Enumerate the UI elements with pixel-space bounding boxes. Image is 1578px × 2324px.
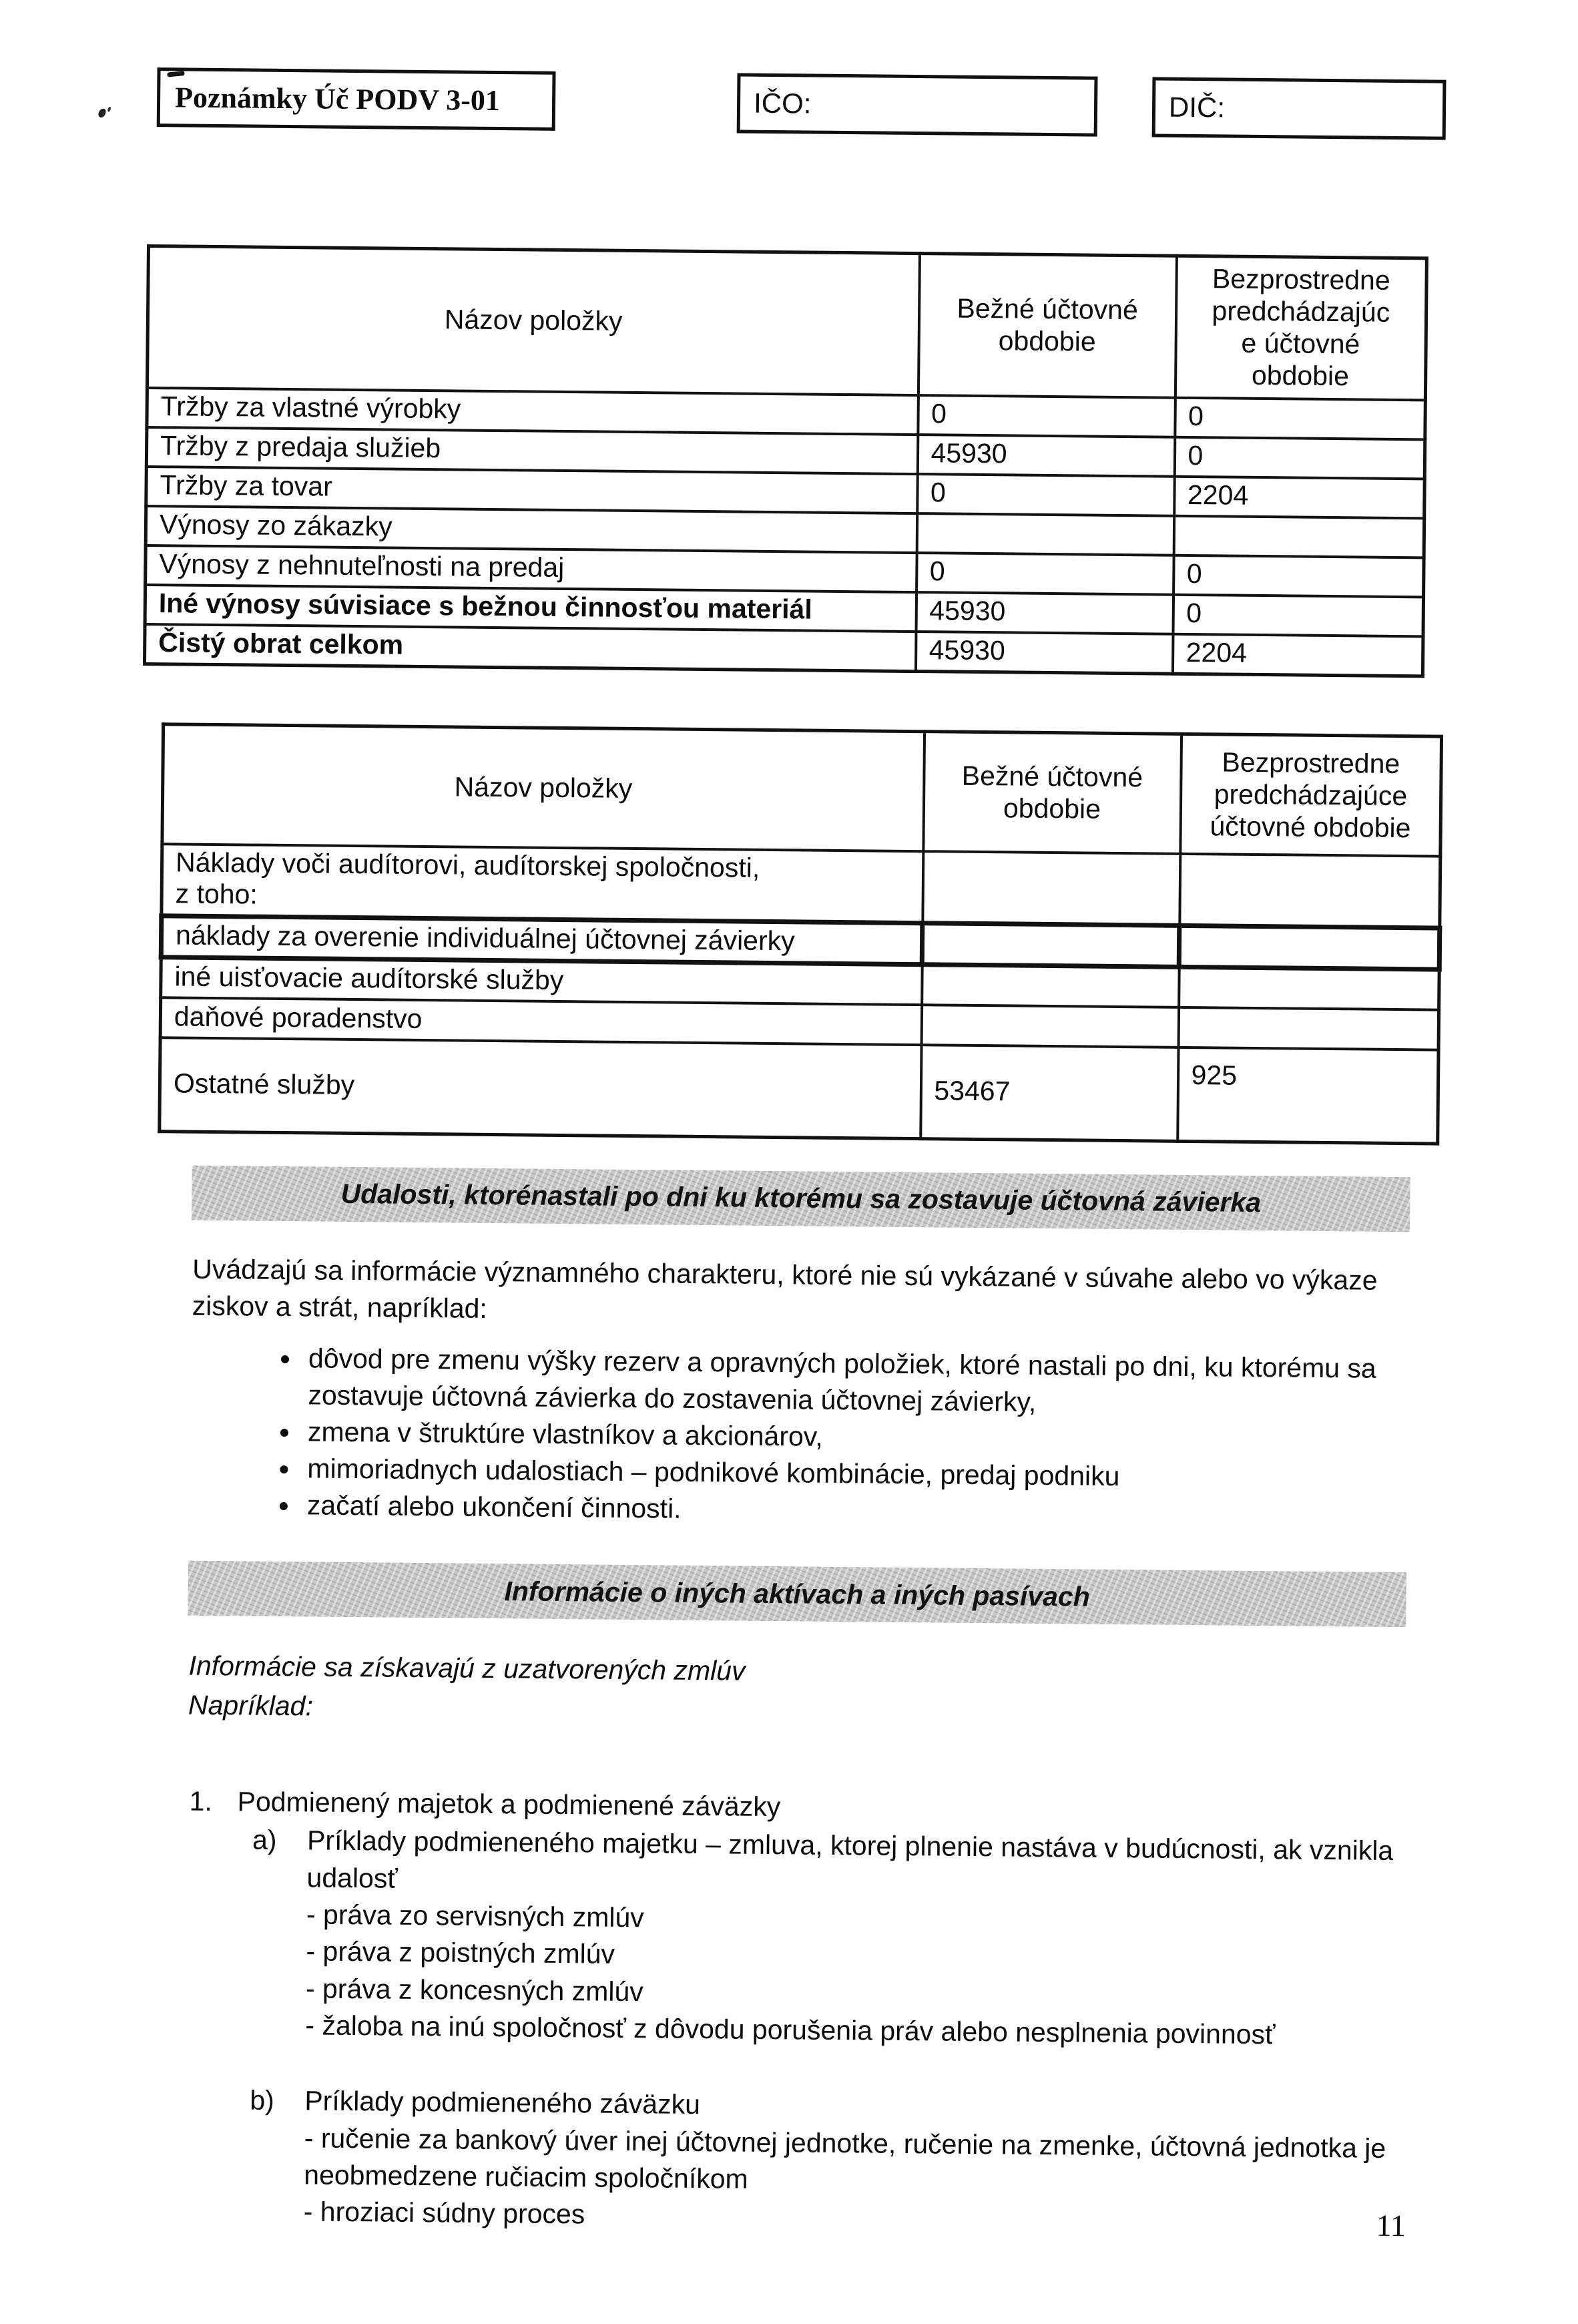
row-name: daňové poradenstvo (160, 998, 922, 1045)
sub-item-text: Príklady podmieneného záväzku (304, 2085, 701, 2120)
sub-item-a (187, 1821, 1561, 2056)
row-name: Náklady voči audítorovi, audítorskej spoločnosti, z toho: (162, 845, 923, 923)
column-header-current-period: Bežné účtovné obdobie (923, 732, 1181, 855)
item-title: Podmienený majetok a podmienené záväzky (237, 1786, 781, 1823)
row-name: Ostatné služby (160, 1038, 921, 1139)
row-current-value (916, 513, 1174, 555)
example-line: - žaloba na inú spoločnosť z dôvodu porušenia práv alebo nesplnenia povinnosť (305, 2010, 1276, 2050)
sub-item-label: b) (250, 2084, 275, 2116)
column-header-item: Názov položky (162, 724, 925, 852)
row-previous-value: 2204 (1172, 634, 1423, 676)
table-row (162, 845, 1440, 929)
other-assets-intro (188, 1646, 1563, 1737)
revenue-table (143, 244, 1428, 678)
row-current-value: 0 (917, 474, 1175, 516)
list-item: • začatí alebo ukončení činnosti. (300, 1487, 1428, 1534)
sub-item-b (185, 2082, 1559, 2243)
numbered-section (185, 1783, 1561, 2243)
row-name: Výnosy z nehnuteľnosti na predaj (146, 545, 917, 592)
dic-field-box (1152, 77, 1446, 140)
row-previous-value (1173, 516, 1424, 558)
row-previous-value: 0 (1175, 398, 1426, 440)
section-band-title: Informácie o iných aktívach a iných pasívach (504, 1576, 1091, 1612)
ico-field-box (737, 73, 1098, 136)
dic-label: DIČ: (1168, 91, 1226, 124)
row-current-value (923, 852, 1180, 926)
row-name: Čistý obrat celkom (144, 624, 916, 672)
column-header-item: Názov položky (147, 246, 919, 395)
page-number: 11 (1376, 2208, 1406, 2243)
row-name: iné uisťovacie audítorské služby (161, 957, 923, 1005)
row-previous-value: 0 (1174, 437, 1425, 479)
row-current-value: 53467 (920, 1045, 1178, 1142)
form-code-label: Poznámky Úč PODV 3-01 (174, 81, 501, 118)
sub-item-label: a) (252, 1824, 277, 1856)
intro-line: Napríklad: (188, 1689, 314, 1722)
list-item: • dôvod pre zmenu výšky rezerv a opravných položiek, ktoré nastali po dni, ku ktorému sa zostavuje účtovná závierka do zostavenia účtovnej závierky, (301, 1340, 1430, 1424)
ico-label: IČO: (753, 87, 812, 120)
example-line: - hroziaci súdny proces (303, 2196, 585, 2230)
row-previous-value: 0 (1173, 555, 1424, 598)
row-current-value (922, 923, 1179, 967)
row-previous-value (1178, 1007, 1439, 1050)
row-current-value: 0 (918, 395, 1175, 437)
section-band-events (192, 1166, 1410, 1232)
example-line: - práva zo servisných zmlúv (306, 1899, 645, 1933)
row-previous-value (1179, 967, 1440, 1010)
intro-line: Informácie sa získavajú z uzatvorených zmlúv (188, 1650, 746, 1687)
example-line: - ručenie za bankový úver inej účtovnej jednotke, ručenie na zmenke, účtovná jednotka je neobmedzene ručiacim spoločníkom (304, 2122, 1386, 2194)
form-header (157, 67, 1578, 141)
row-previous-value: 925 (1177, 1048, 1438, 1144)
row-previous-value: 2204 (1174, 477, 1425, 519)
row-name: Tržby za vlastné výrobky (147, 388, 918, 435)
list-item: • mimoriadnych udalostiach – podnikové kombinácie, predaj podniku (300, 1450, 1428, 1497)
item-number: 1. (189, 1785, 213, 1817)
row-current-value: 0 (916, 553, 1174, 595)
row-name: Iné výnosy súvisiace s bežnou činnosťou materiál (145, 585, 916, 632)
row-previous-value (1179, 854, 1440, 928)
events-bullet-list (199, 1339, 1430, 1534)
auditor-table-header-row (162, 724, 1442, 857)
example-line: - práva z koncesných zmlúv (305, 1972, 644, 2007)
table-row (160, 1038, 1438, 1144)
events-intro-paragraph: Uvádzajú sa informácie významného charakteru, ktoré nie sú vykázané v súvahe alebo vo výkaze ziskov a strát, napríklad: (192, 1253, 1378, 1324)
row-current-value: 45930 (915, 632, 1173, 674)
row-previous-value (1179, 926, 1440, 970)
sub-item-text: Príklady podmieneného majetku – zmluva, ktorej plnenie nastáva v budúcnosti, ak vznikla udalosť (306, 1825, 1394, 1894)
auditor-costs-table (157, 722, 1444, 1145)
list-item: • zmena v štruktúre vlastníkov a akcionárov, (301, 1413, 1429, 1461)
row-name: Tržby z predaja služieb (146, 427, 918, 474)
column-header-previous-period: Bezprostredne predchádzajúc e účtovné obdobie (1175, 256, 1426, 400)
revenue-table-header-row (147, 246, 1426, 400)
form-code-box (157, 67, 556, 131)
row-name: náklady za overenie individuálnej účtovnej závierky (161, 916, 923, 965)
row-name: Výnosy zo zákazky (146, 506, 917, 553)
section-band-title: Udalosti, ktorénastali po dni ku ktorému sa zostavuje účtovná závierka (340, 1178, 1262, 1218)
column-header-previous-period: Bezprostredne predchádzajúce účtovné obdobie (1180, 734, 1442, 857)
scan-artifact-speck (97, 107, 107, 119)
section-band-other-assets (188, 1561, 1406, 1628)
example-line: - práva z poistných zmlúv (306, 1935, 615, 1970)
column-header-current-period: Bežné účtovné obdobie (918, 254, 1176, 398)
row-name: Tržby za tovar (146, 467, 918, 513)
scanned-page (0, 66, 1578, 2324)
row-current-value (922, 965, 1179, 1007)
row-current-value: 45930 (916, 592, 1173, 634)
row-current-value (921, 1005, 1179, 1048)
row-current-value: 45930 (917, 435, 1175, 477)
row-previous-value: 0 (1173, 595, 1424, 637)
